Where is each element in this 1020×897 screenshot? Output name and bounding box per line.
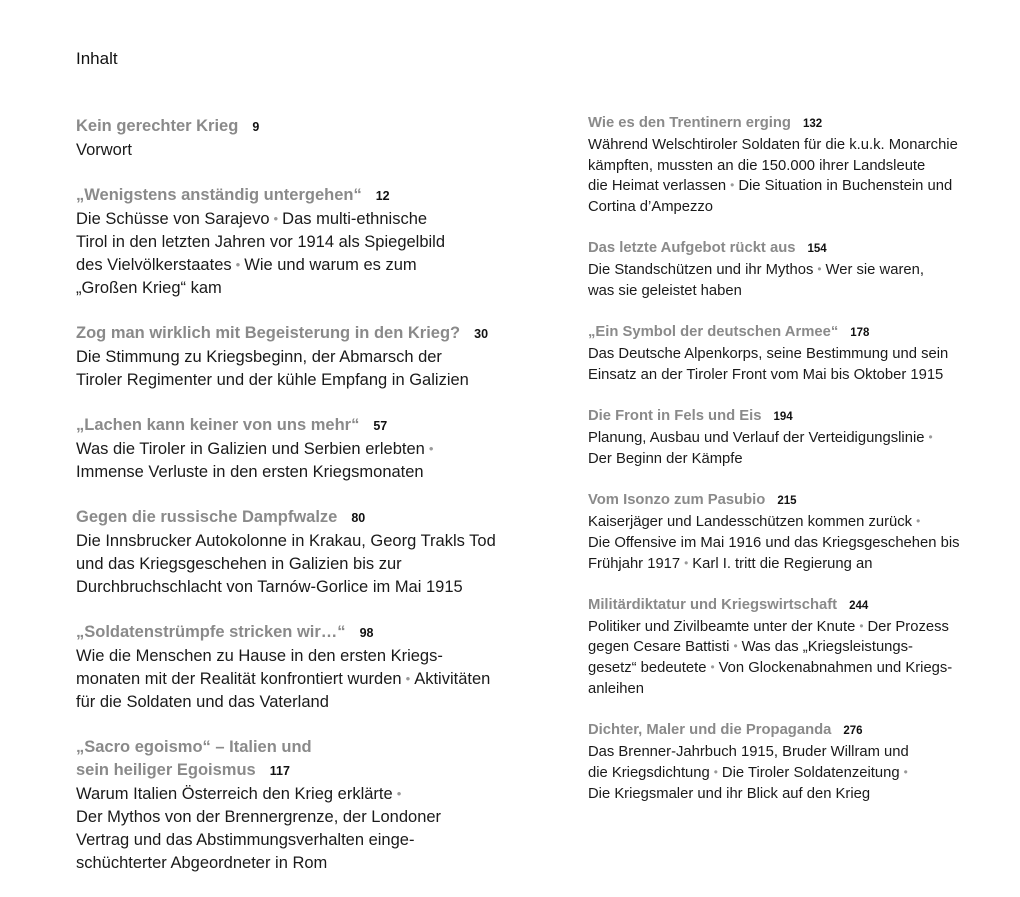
bullet-separator: •	[710, 660, 715, 675]
description-text: Vorwort	[76, 141, 132, 159]
bullet-separator: •	[928, 430, 933, 445]
page-number: 12	[375, 189, 390, 203]
toc-entry-description-line	[76, 346, 516, 369]
page-number: 98	[359, 626, 374, 640]
bullet-separator: •	[859, 618, 864, 633]
description-text: Die Kriegsmaler und ihr Blick auf den Krieg	[588, 785, 871, 802]
toc-entry-description-line	[588, 260, 1008, 281]
toc-entry-description-line	[588, 763, 1008, 784]
description-text: Das multi-ethnische	[282, 210, 428, 228]
description-text: Während Welschtiroler Soldaten für die k.u.k. Monarchie	[588, 136, 958, 153]
toc-entry-description-line	[76, 576, 516, 599]
toc-entry-description-line	[76, 208, 516, 231]
page-number: 30	[474, 327, 489, 341]
description-text: gegen Cesare Battisti	[588, 639, 730, 656]
description-text: Die Innsbrucker Autokolonne in Krakau, Georg Trakls Tod	[76, 532, 496, 550]
description-text: Wie und warum es zum	[244, 256, 417, 274]
description-text: Karl I. tritt die Regierung an	[692, 555, 873, 572]
toc-entry-description-line	[76, 645, 516, 668]
page-number: 194	[773, 411, 793, 424]
toc-entry-description-line	[76, 438, 516, 461]
page-number: 9	[252, 120, 260, 134]
description-text: Kaiserjäger und Landesschützen kommen zurück	[588, 513, 913, 530]
toc-entry	[76, 322, 516, 392]
description-text: Einsatz an der Tiroler Front vom Mai bis Oktober 1915	[588, 366, 944, 383]
toc-entry	[76, 736, 516, 875]
toc-entry-description-line	[588, 156, 1008, 177]
page-number: 57	[373, 419, 388, 433]
toc-entry-title-line	[76, 414, 516, 438]
toc-entry-title-line	[588, 595, 1008, 617]
description-text: Wer sie waren,	[825, 262, 924, 279]
toc-entry-description-line	[588, 784, 1008, 805]
description-text: anleihen	[588, 681, 644, 698]
toc-entry-description-line	[76, 254, 516, 277]
toc-right-column	[588, 113, 1008, 825]
toc-entry-title-line	[588, 238, 1008, 260]
page-number: 117	[269, 764, 290, 778]
toc-entry-description-line	[588, 533, 1008, 554]
page-number: 132	[802, 118, 823, 130]
chapter-title: Dichter, Maler und die Propaganda	[588, 722, 832, 739]
bullet-separator: •	[733, 639, 738, 654]
page-number: 80	[351, 511, 366, 525]
bullet-separator: •	[428, 441, 434, 456]
description-text: Wie die Menschen zu Hause in den ersten Kriegs-	[76, 647, 443, 665]
toc-entry	[588, 490, 1008, 574]
bullet-separator: •	[903, 764, 908, 779]
description-text: Die Standschützen und ihr Mythos	[588, 262, 814, 279]
toc-entry	[76, 184, 516, 300]
toc-entry-description-line	[76, 461, 516, 484]
toc-entry-title-line	[76, 759, 516, 783]
chapter-title: Die Front in Fels und Eis	[588, 408, 762, 425]
toc-entry-description-line	[588, 176, 1008, 197]
description-text: und das Kriegsgeschehen in Galizien bis zur	[76, 555, 402, 573]
description-text: Die Tiroler Soldatenzeitung	[721, 764, 900, 781]
description-text: Warum Italien Österreich den Krieg erklärte	[76, 785, 393, 803]
toc-entry-title-line	[76, 322, 516, 346]
toc-entry-description-line	[76, 231, 516, 254]
chapter-title: „Wenigstens anständig untergehen“	[76, 186, 362, 204]
description-text: schüchterter Abgeordneter in Rom	[76, 854, 328, 872]
description-text: Tiroler Regimenter und der kühle Empfang in Galizien	[76, 371, 469, 389]
toc-entry	[76, 506, 516, 599]
bullet-separator: •	[817, 262, 822, 277]
description-text: kämpften, mussten an die 150.000 ihrer Landsleute	[588, 157, 926, 174]
description-text: Die Offensive im Mai 1916 und das Kriegsgeschehen bis	[588, 534, 960, 551]
bullet-separator: •	[684, 555, 689, 570]
description-text: die Kriegsdichtung	[588, 764, 710, 781]
description-text: Tirol in den letzten Jahren vor 1914 als Spiegelbild	[76, 233, 446, 251]
page-number: 178	[850, 327, 870, 340]
toc-entry-description-line	[76, 139, 516, 162]
toc-entry	[588, 720, 1008, 804]
description-text: Der Prozess	[867, 618, 949, 635]
toc-left-column	[76, 115, 516, 897]
toc-entry	[588, 595, 1008, 700]
description-text: „Großen Krieg“ kam	[76, 279, 222, 297]
description-text: Die Situation in Buchenstein und	[738, 178, 953, 195]
toc-entry	[588, 238, 1008, 301]
toc-entry-description-line	[588, 281, 1008, 302]
description-text: die Heimat verlassen	[588, 178, 727, 195]
toc-entry-description-line	[76, 691, 516, 714]
description-text: gesetz“ bedeutete	[588, 660, 707, 677]
toc-entry-description-line	[588, 742, 1008, 763]
toc-entry-description-line	[588, 617, 1008, 638]
toc-entry-title-line	[588, 720, 1008, 742]
toc-entry	[588, 322, 1008, 385]
chapter-title: Das letzte Aufgebot rückt aus	[588, 240, 796, 257]
description-text: Vertrag und das Abstimmungsverhalten einge-	[76, 831, 415, 849]
toc-entry	[588, 406, 1008, 469]
toc-entry-description-line	[588, 197, 1008, 218]
chapter-title: Gegen die russische Dampfwalze	[76, 508, 338, 526]
toc-entry-description-line	[588, 135, 1008, 156]
chapter-title: „Soldatenstrümpfe stricken wir…“	[76, 623, 346, 641]
toc-entry-description-line	[76, 783, 516, 806]
description-text: Der Mythos von der Brennergrenze, der Londoner	[76, 808, 442, 826]
chapter-title: sein heiliger Egoismus	[76, 761, 256, 779]
description-text: des Vielvölkerstaates	[76, 256, 232, 274]
description-text: Die Schüsse von Sarajevo	[76, 210, 270, 228]
description-text: Durchbruchschlacht von Tarnów-Gorlice im Mai 1915	[76, 578, 463, 596]
description-text: Cortina d’Ampezzo	[588, 199, 714, 216]
toc-entry	[588, 113, 1008, 218]
toc-entry-description-line	[588, 512, 1008, 533]
description-text: Das Deutsche Alpenkorps, seine Bestimmung und sein	[588, 346, 949, 363]
chapter-title: Militärdiktatur und Kriegswirtschaft	[588, 596, 838, 613]
description-text: Die Stimmung zu Kriegsbeginn, der Abmarsch der	[76, 348, 442, 366]
toc-entry-description-line	[76, 369, 516, 392]
chapter-title: Vom Isonzo zum Pasubio	[588, 492, 766, 509]
toc-entry-description-line	[588, 637, 1008, 658]
toc-entry	[76, 414, 516, 484]
bullet-separator: •	[730, 178, 735, 193]
description-text: Frühjahr 1917	[588, 555, 681, 572]
toc-entry-title-line	[588, 322, 1008, 344]
description-text: Aktivitäten	[414, 670, 491, 688]
toc-entry-title-line	[76, 115, 516, 139]
page-number: 215	[777, 495, 797, 508]
toc-entry-title-line	[76, 506, 516, 530]
toc-entry-description-line	[76, 852, 516, 875]
description-text: Immense Verluste in den ersten Kriegsmonaten	[76, 463, 424, 481]
description-text: Der Beginn der Kämpfe	[588, 450, 743, 467]
page-number: 244	[849, 599, 869, 612]
toc-entry-title-line	[76, 184, 516, 208]
page-number: 154	[807, 243, 827, 256]
description-text: für die Soldaten und das Vaterland	[76, 693, 329, 711]
page-title: Inhalt	[76, 49, 118, 68]
bullet-separator: •	[405, 671, 411, 686]
description-text: Planung, Ausbau und Verlauf der Verteidigungslinie	[588, 430, 925, 447]
bullet-separator: •	[916, 513, 921, 528]
bullet-separator: •	[396, 786, 402, 801]
chapter-title: Kein gerechter Krieg	[76, 117, 239, 135]
toc-entry-description-line	[76, 553, 516, 576]
description-text: Was das „Kriegsleistungs-	[741, 639, 913, 656]
toc-entry-description-line	[588, 658, 1008, 679]
toc-entry-title-line	[76, 736, 516, 759]
toc-entry	[76, 115, 516, 162]
toc-entry-title-line	[588, 490, 1008, 512]
toc-entry-description-line	[588, 554, 1008, 575]
chapter-title: Wie es den Trentinern erging	[588, 115, 791, 131]
toc-entry-description-line	[588, 679, 1008, 700]
description-text: Politiker und Zivilbeamte unter der Knute	[588, 618, 856, 635]
chapter-title: „Lachen kann keiner von uns mehr“	[76, 416, 360, 434]
chapter-title: „Sacro egoismo“ – Italien und	[76, 738, 312, 756]
bullet-separator: •	[235, 257, 241, 272]
bullet-separator: •	[713, 764, 718, 779]
toc-entry-description-line	[76, 530, 516, 553]
toc-entry-description-line	[588, 449, 1008, 470]
toc-entry	[76, 621, 516, 714]
chapter-title: Zog man wirklich mit Begeisterung in den Krieg?	[76, 324, 461, 342]
toc-entry-description-line	[588, 428, 1008, 449]
description-text: Das Brenner-Jahrbuch 1915, Bruder Willram und	[588, 744, 909, 761]
description-text: Was die Tiroler in Galizien und Serbien erlebten	[76, 440, 425, 458]
chapter-title: „Ein Symbol der deutschen Armee“	[588, 324, 839, 341]
toc-entry-description-line	[76, 806, 516, 829]
toc-entry-description-line	[588, 365, 1008, 386]
toc-entry-title-line	[588, 113, 1008, 135]
toc-entry-description-line	[76, 829, 516, 852]
page-number: 276	[843, 725, 863, 738]
bullet-separator: •	[273, 211, 279, 226]
description-text: was sie geleistet haben	[588, 283, 742, 300]
toc-entry-description-line	[588, 344, 1008, 365]
description-text: Von Glockenabnahmen und Kriegs-	[718, 660, 953, 677]
toc-entry-title-line	[76, 621, 516, 645]
toc-entry-title-line	[588, 406, 1008, 428]
description-text: monaten mit der Realität konfrontiert wurden	[76, 670, 402, 688]
toc-entry-description-line	[76, 668, 516, 691]
toc-entry-description-line	[76, 277, 516, 300]
